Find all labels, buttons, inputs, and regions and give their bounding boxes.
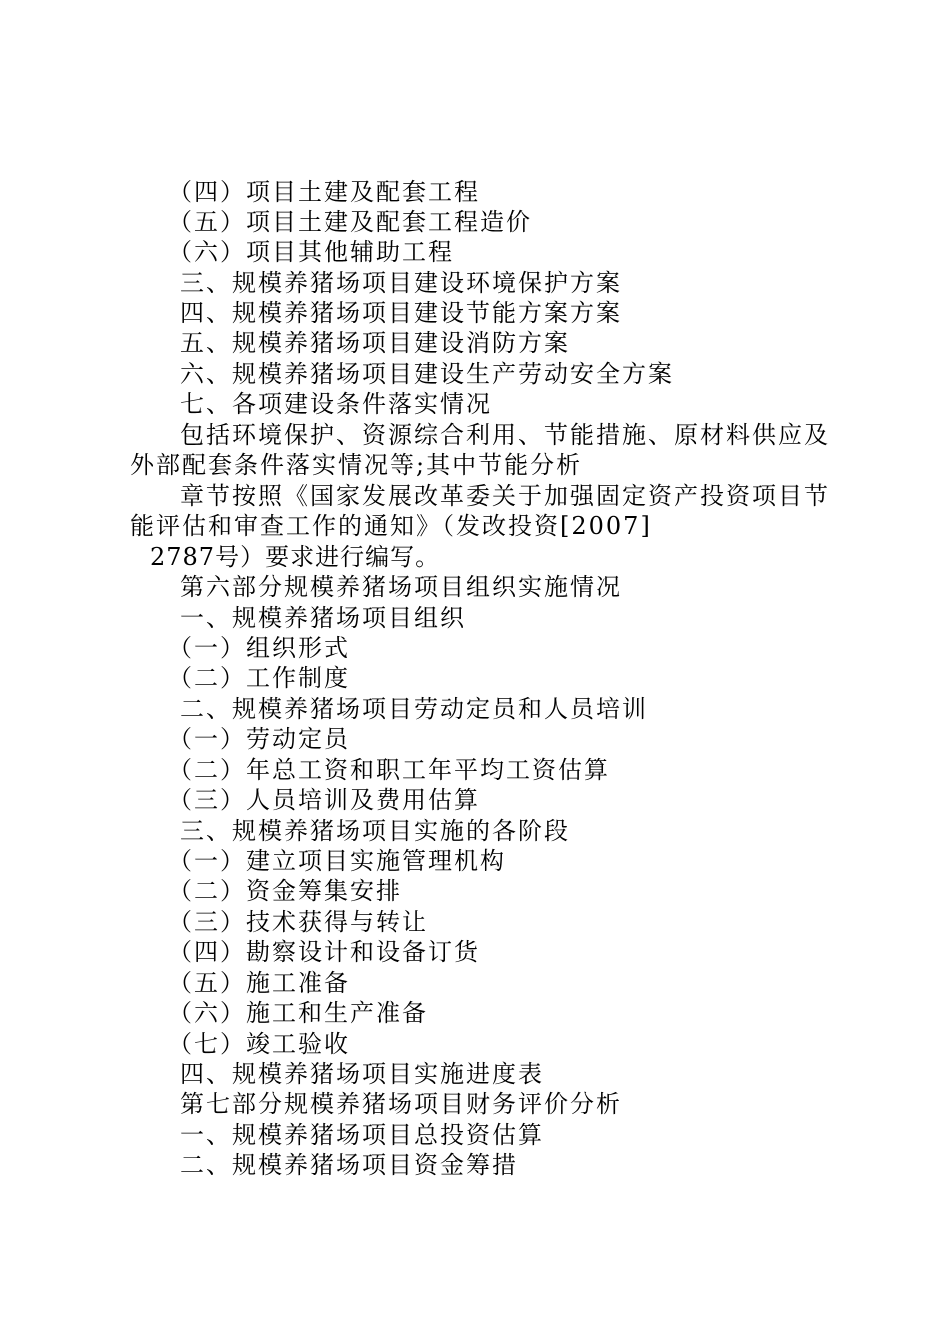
- sub-4-survey-design: （四）勘察设计和设备订货: [168, 938, 480, 966]
- paragraph-line: 章节按照《国家发展改革委关于加强固定资产投资项目节: [180, 482, 830, 510]
- heading-6-auxiliary-works: （六）项目其他辅助工程: [168, 238, 454, 266]
- paragraph-line: 能评估和审查工作的通知》（发改投资[2007]: [130, 512, 652, 540]
- paragraph-line: 2787号）要求进行编写。: [150, 543, 441, 571]
- sub-2-work-system: （二）工作制度: [168, 664, 350, 692]
- sub-3-technology-transfer: （三）技术获得与转让: [168, 908, 428, 936]
- sub-1-org-form: （一）组织形式: [168, 634, 350, 662]
- section-4-schedule: 四、规模养猪场项目实施进度表: [180, 1060, 544, 1088]
- sub-1-management-body: （一）建立项目实施管理机构: [168, 847, 506, 875]
- sub-5-construction-prep: （五）施工准备: [168, 969, 350, 997]
- section-2-staffing: 二、规模养猪场项目劳动定员和人员培训: [180, 695, 648, 723]
- sub-7-completion-acceptance: （七）竣工验收: [168, 1030, 350, 1058]
- section-1-investment-estimate: 一、规模养猪场项目总投资估算: [180, 1121, 544, 1149]
- heading-5-civil-works-cost: （五）项目土建及配套工程造价: [168, 208, 532, 236]
- section-1-organization: 一、规模养猪场项目组织: [180, 604, 466, 632]
- paragraph-line: 外部配套条件落实情况等;其中节能分析: [130, 451, 583, 479]
- section-3-environment: 三、规模养猪场项目建设环境保护方案: [180, 269, 622, 297]
- section-7-conditions: 七、各项建设条件落实情况: [180, 390, 492, 418]
- part-7-heading: 第七部分规模养猪场项目财务评价分析: [180, 1090, 622, 1118]
- section-4-energy-saving: 四、规模养猪场项目建设节能方案方案: [180, 299, 622, 327]
- heading-4-civil-works: （四）项目土建及配套工程: [168, 178, 480, 206]
- sub-2-funding-arrangement: （二）资金筹集安排: [168, 877, 402, 905]
- section-3-implementation: 三、规模养猪场项目实施的各阶段: [180, 817, 570, 845]
- section-2-fund-raising: 二、规模养猪场项目资金筹措: [180, 1151, 518, 1179]
- sub-6-production-prep: （六）施工和生产准备: [168, 999, 428, 1027]
- section-5-fire-protection: 五、规模养猪场项目建设消防方案: [180, 329, 570, 357]
- part-6-heading: 第六部分规模养猪场项目组织实施情况: [180, 573, 622, 601]
- section-6-labor-safety: 六、规模养猪场项目建设生产劳动安全方案: [180, 360, 674, 388]
- paragraph-line: 包括环境保护、资源综合利用、节能措施、原材料供应及: [180, 421, 830, 449]
- sub-1-staffing-quota: （一）劳动定员: [168, 725, 350, 753]
- sub-2-wage-estimate: （二）年总工资和职工年平均工资估算: [168, 756, 610, 784]
- sub-3-training-cost: （三）人员培训及费用估算: [168, 786, 480, 814]
